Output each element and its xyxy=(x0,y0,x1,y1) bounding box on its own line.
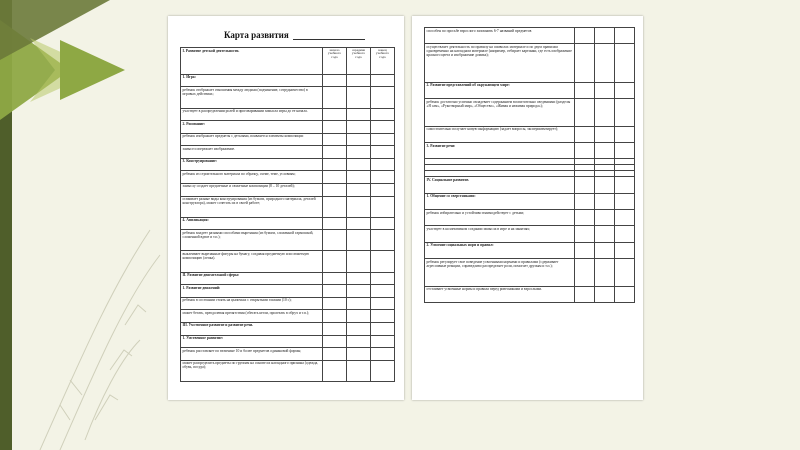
score-cell xyxy=(615,286,635,302)
score-cell xyxy=(347,230,371,251)
column-header: конец учебного года xyxy=(371,48,395,75)
score-cell xyxy=(371,297,395,310)
section-heading: 2. Рисование: xyxy=(181,121,323,134)
score-cell xyxy=(615,44,635,83)
table-row xyxy=(181,272,395,285)
score-cell xyxy=(347,217,371,230)
score-cell xyxy=(575,286,595,302)
score-cell xyxy=(371,335,395,348)
score-cell xyxy=(347,108,371,121)
score-cell xyxy=(371,183,395,196)
score-cell xyxy=(371,348,395,361)
table-row xyxy=(425,82,635,98)
document-title-text: Карта развития xyxy=(224,30,289,40)
table-row xyxy=(425,99,635,126)
score-cell xyxy=(575,259,595,286)
score-cell xyxy=(371,272,395,285)
title-underline xyxy=(293,31,365,40)
section-heading: 1. Игра: xyxy=(181,74,323,87)
score-cell xyxy=(595,28,615,44)
section-heading: 3. Конструирование: xyxy=(181,158,323,171)
table-row xyxy=(181,74,395,87)
score-cell xyxy=(595,82,615,98)
score-cell xyxy=(615,193,635,209)
score-cell xyxy=(371,230,395,251)
table-row xyxy=(181,121,395,134)
score-cell xyxy=(371,133,395,146)
score-cell xyxy=(575,99,595,126)
criterion-cell: может бегать, преодолевая препятствия (обегать кегли, пролезать в обруч и т.п.); xyxy=(181,310,323,323)
section-heading: 4. Аппликация: xyxy=(181,217,323,230)
score-cell xyxy=(575,177,595,193)
score-cell xyxy=(595,143,615,159)
score-cell xyxy=(575,226,595,242)
table-row xyxy=(425,226,635,242)
score-cell xyxy=(595,193,615,209)
criterion-cell: ребенок владеет разными способами вырезания (из бумаги, сложенной гармошкой, сложенной вдвое и т.п.); xyxy=(181,230,323,251)
table-row xyxy=(181,87,395,108)
table-row xyxy=(425,193,635,209)
score-cell xyxy=(323,217,347,230)
criterion-cell: ребенок регулирует свое поведение усвоенными нормами и правилами (сдерживает агрессивные реакции, справедливо распределяет роли, помогает друзьям и т.п.); xyxy=(425,259,575,286)
score-cell xyxy=(371,285,395,298)
table-row xyxy=(181,230,395,251)
table-row xyxy=(181,217,395,230)
score-cell xyxy=(347,272,371,285)
score-cell xyxy=(575,242,595,258)
score-cell xyxy=(323,183,347,196)
score-cell xyxy=(575,143,595,159)
table-row xyxy=(181,108,395,121)
section-heading: 2. Развитие представлений об окружающем мире: xyxy=(425,82,575,98)
score-cell xyxy=(371,146,395,159)
score-cell xyxy=(347,133,371,146)
score-cell xyxy=(347,322,371,335)
table-row xyxy=(425,28,635,44)
section-heading: 2. Усвоение социальных норм и правил: xyxy=(425,242,575,258)
decorative-chevron-shapes xyxy=(0,0,165,450)
score-cell xyxy=(323,158,347,171)
score-cell xyxy=(323,108,347,121)
score-cell xyxy=(323,133,347,146)
score-cell xyxy=(371,121,395,134)
criterion-cell: ребенок расставляет по величине 10 и более предметов одинаковой формы; xyxy=(181,348,323,361)
table-row xyxy=(425,286,635,302)
criterion-cell: ребенок достаточно успешно овладевает содержанием воспитательно сведениями (разделы «Я сам», «Рукотворный мир», «Общество», «Живая и неживая природа»); xyxy=(425,99,575,126)
score-cell xyxy=(595,226,615,242)
table-row xyxy=(181,158,395,171)
document-page-right xyxy=(412,16,643,400)
document-title xyxy=(224,30,365,40)
score-cell xyxy=(371,196,395,217)
table-row xyxy=(181,196,395,217)
criterion-cell: отстаивает усвоенные нормы и правила перед ровесниками и взрослыми. xyxy=(425,286,575,302)
score-cell xyxy=(575,126,595,142)
score-cell xyxy=(371,108,395,121)
score-cell xyxy=(615,242,635,258)
section-heading: II. Развитие двигательной сферы: xyxy=(181,272,323,285)
score-cell xyxy=(323,335,347,348)
table-row xyxy=(181,251,395,272)
score-cell xyxy=(347,360,371,381)
score-cell xyxy=(323,146,347,159)
score-cell xyxy=(575,44,595,83)
score-cell xyxy=(323,87,347,108)
score-cell xyxy=(323,310,347,323)
column-header: середина учебного года xyxy=(347,48,371,75)
table-row xyxy=(181,183,395,196)
criterion-cell: самостоятельно получает новую информацию (задает вопросы, экспериментирует); xyxy=(425,126,575,142)
section-heading: 1. Развитие движений: xyxy=(181,285,323,298)
score-cell xyxy=(323,322,347,335)
table-row xyxy=(425,177,635,193)
score-cell xyxy=(371,217,395,230)
table-row xyxy=(425,259,635,286)
score-cell xyxy=(323,251,347,272)
score-cell xyxy=(575,82,595,98)
score-cell xyxy=(615,126,635,142)
score-cell xyxy=(595,126,615,142)
table-row xyxy=(181,146,395,159)
criterion-cell: участвует в распределении ролей и проговаривании замысла игры до ее начала. xyxy=(181,108,323,121)
score-cell xyxy=(371,251,395,272)
score-cell xyxy=(347,285,371,298)
criterion-cell: ребенок отображает отношения между людьми (подчинение, сотрудничество) в игровых действиях; xyxy=(181,87,323,108)
score-cell xyxy=(371,310,395,323)
criterion-cell: осуществляет деятельность по правилу на символах материале и по двум правилам одновременно на наглядном материале (например, отбирает картинки, где есть изображение красного цвета и изображение домика); xyxy=(425,44,575,83)
score-cell xyxy=(347,310,371,323)
criterion-cell: участвует в коллективном создании замысла в игре и на занятиях; xyxy=(425,226,575,242)
table-row xyxy=(181,133,395,146)
table-row xyxy=(181,335,395,348)
score-cell xyxy=(323,297,347,310)
score-cell xyxy=(371,74,395,87)
table-row xyxy=(181,360,395,381)
score-cell xyxy=(347,183,371,196)
score-cell xyxy=(615,28,635,44)
score-cell xyxy=(347,87,371,108)
development-table-right xyxy=(424,27,635,303)
table-row xyxy=(181,348,395,361)
table-row xyxy=(181,48,395,75)
column-header: начало учебного года xyxy=(323,48,347,75)
score-cell xyxy=(371,322,395,335)
arrow-tip xyxy=(60,40,125,100)
score-cell xyxy=(615,99,635,126)
section-heading: 1. Умственное развитие: xyxy=(181,335,323,348)
score-cell xyxy=(347,146,371,159)
score-cell xyxy=(347,121,371,134)
criterion-cell: осваивает разные виды конструирования (из бумаги, природного материала, деталей конструктора), может сочетать их в своей работе; xyxy=(181,196,323,217)
score-cell xyxy=(323,74,347,87)
fern-lines xyxy=(40,230,160,450)
score-cell xyxy=(595,286,615,302)
score-cell xyxy=(615,226,635,242)
score-cell xyxy=(323,360,347,381)
table-row xyxy=(181,171,395,184)
table-row xyxy=(425,210,635,226)
table-row xyxy=(425,242,635,258)
section-heading: III. Умственное развитие и развитие речи. xyxy=(181,322,323,335)
score-cell xyxy=(371,158,395,171)
score-cell xyxy=(575,28,595,44)
criterion-cell: способен по просьбе взрослого запомнить 6-7 названий предметов xyxy=(425,28,575,44)
score-cell xyxy=(371,87,395,108)
criterion-cell: ребенок избирательно и устойчиво взаимодействует с детьми; xyxy=(425,210,575,226)
score-cell xyxy=(323,285,347,298)
criterion-cell: ребенок изображает предметы с деталями, появляется элементы композиции xyxy=(181,133,323,146)
score-cell xyxy=(595,177,615,193)
table-row xyxy=(181,322,395,335)
criterion-cell: замыслу создает предметные и сюжетные композиции (8 – 10 деталей); xyxy=(181,183,323,196)
score-cell xyxy=(371,171,395,184)
score-cell xyxy=(323,348,347,361)
score-cell xyxy=(595,44,615,83)
score-cell xyxy=(595,242,615,258)
score-cell xyxy=(347,74,371,87)
score-cell xyxy=(615,210,635,226)
criterion-cell: выклеивает вырезанные фигуры на бумагу, создавая предметную или сюжетную композицию (лепка). xyxy=(181,251,323,272)
score-cell xyxy=(595,99,615,126)
score-cell xyxy=(323,171,347,184)
score-cell xyxy=(615,259,635,286)
score-cell xyxy=(595,210,615,226)
score-cell xyxy=(371,360,395,381)
score-cell xyxy=(615,82,635,98)
section-heading: 1. Общение со сверстниками: xyxy=(425,193,575,209)
table-row xyxy=(181,310,395,323)
score-cell xyxy=(347,251,371,272)
table-row xyxy=(425,44,635,83)
section-heading: IV. Социальное развитие. xyxy=(425,177,575,193)
score-cell xyxy=(347,297,371,310)
table-row xyxy=(425,143,635,159)
score-cell xyxy=(323,121,347,134)
section-heading: 3. Развитие речи: xyxy=(425,143,575,159)
table-row xyxy=(181,285,395,298)
section-heading: I. Развитие детской деятельности. xyxy=(181,48,323,75)
score-cell xyxy=(595,259,615,286)
table-row xyxy=(425,126,635,142)
score-cell xyxy=(615,177,635,193)
score-cell xyxy=(323,196,347,217)
document-page-left xyxy=(168,16,404,400)
score-cell xyxy=(347,335,371,348)
score-cell xyxy=(575,210,595,226)
criterion-cell: ребенок из строительного материала по образцу, схеме, теме, условиям; xyxy=(181,171,323,184)
table-row xyxy=(181,297,395,310)
criterion-cell: ребенок в состоянии стоять на цыпочках с открытыми глазами (10 с); xyxy=(181,297,323,310)
score-cell xyxy=(347,171,371,184)
score-cell xyxy=(615,143,635,159)
score-cell xyxy=(347,348,371,361)
development-table-left xyxy=(180,47,395,382)
score-cell xyxy=(575,193,595,209)
score-cell xyxy=(323,272,347,285)
score-cell xyxy=(323,230,347,251)
score-cell xyxy=(347,196,371,217)
criterion-cell: замысел опережает изображение. xyxy=(181,146,323,159)
criterion-cell: может распределить предметы по группам на основе их наглядного признака (одежда, обувь, посуда); xyxy=(181,360,323,381)
score-cell xyxy=(347,158,371,171)
